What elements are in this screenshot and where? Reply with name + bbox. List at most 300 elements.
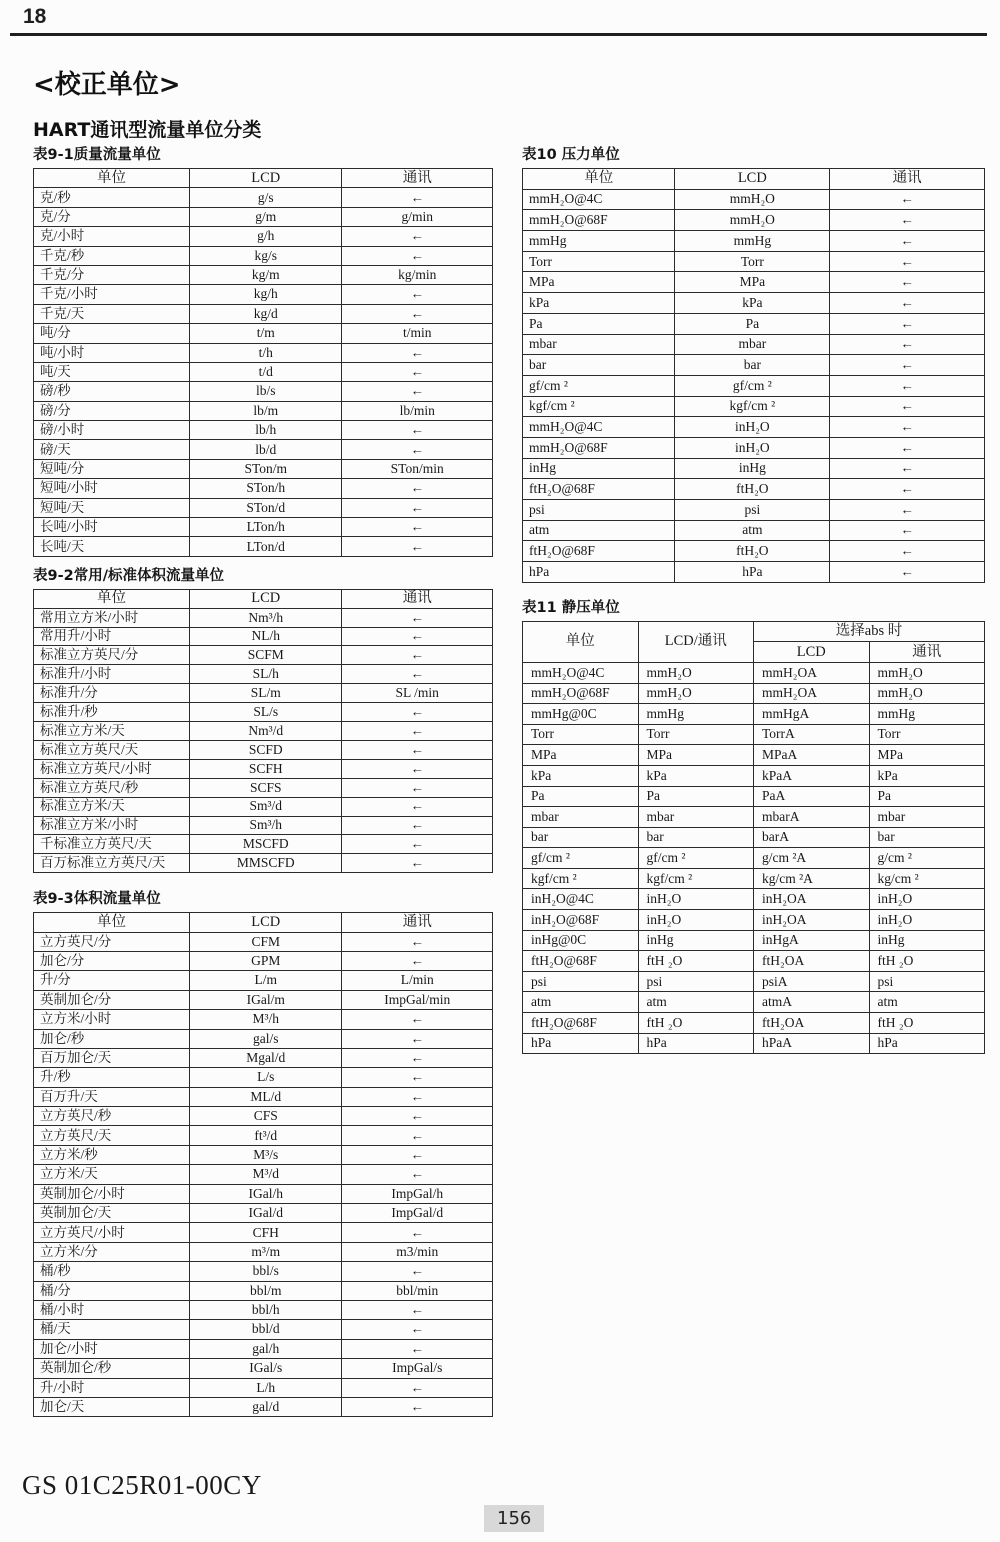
table-title-volume-flow: 表9-3体积流量单位	[33, 891, 161, 908]
bottom-page-number: 156	[484, 1505, 544, 1532]
unit-cell: ftH₂O@68F	[523, 951, 639, 972]
unit-cell: 千克/天	[34, 304, 190, 323]
value-cell: gal/s	[190, 1029, 342, 1048]
value-cell: ←	[342, 816, 493, 835]
value-cell: ←	[342, 227, 493, 246]
table-row	[523, 396, 985, 417]
value-cell: t/m	[190, 324, 342, 343]
unit-cell: 英制加仑/秒	[34, 1359, 190, 1378]
unit-cell: 标准立方米/天	[34, 797, 190, 816]
value-cell: ftH₂O	[675, 479, 830, 500]
unit-cell: mmHg	[523, 231, 675, 252]
unit-cell: mmH₂O@68F	[523, 437, 675, 458]
unit-cell: MPa	[523, 745, 639, 766]
table-row	[34, 703, 493, 722]
unit-cell: 标准升/分	[34, 684, 190, 703]
table-header	[523, 621, 985, 662]
table-row	[34, 1262, 493, 1281]
table-row	[34, 971, 493, 990]
unit-cell: 百万标准立方英尺/天	[34, 854, 190, 873]
value-cell: TorrA	[754, 724, 870, 745]
unit-cell: 磅/天	[34, 440, 190, 459]
unit-cell: 短吨/小时	[34, 479, 190, 498]
value-cell: ←	[342, 608, 493, 627]
table-row	[523, 662, 985, 683]
value-cell: ftH₂OA	[754, 1013, 870, 1034]
table-row	[523, 417, 985, 438]
table-row	[34, 1029, 493, 1048]
table-row	[34, 1223, 493, 1242]
table-row	[523, 272, 985, 293]
unit-cell: hPa	[523, 1033, 639, 1054]
value-cell: ft³/d	[190, 1126, 342, 1145]
unit-cell: 立方英尺/分	[34, 932, 190, 951]
value-cell: ←	[830, 293, 985, 314]
table-row	[34, 537, 493, 556]
column-header-unit: 单位	[523, 169, 675, 190]
value-cell: MPa	[869, 745, 985, 766]
value-cell: ←	[342, 1165, 493, 1184]
table-row	[523, 704, 985, 725]
value-cell: ←	[342, 382, 493, 401]
value-cell: ←	[830, 500, 985, 521]
table-row	[523, 971, 985, 992]
value-cell: PaA	[754, 786, 870, 807]
value-cell: mmH₂O	[638, 683, 754, 704]
value-cell: t/min	[342, 324, 493, 343]
table-row	[523, 889, 985, 910]
mass-flow-table	[33, 168, 493, 557]
value-cell: kg/cm ²A	[754, 868, 870, 889]
table-row	[523, 930, 985, 951]
table-row	[34, 1145, 493, 1164]
column-header-lcd: LCD	[190, 589, 342, 608]
table-row	[523, 375, 985, 396]
unit-cell: bar	[523, 827, 639, 848]
value-cell: mbar	[869, 807, 985, 828]
unit-cell: 长吨/小时	[34, 518, 190, 537]
value-cell: mmHg	[869, 704, 985, 725]
unit-cell: 加仑/分	[34, 951, 190, 970]
value-cell: M³/s	[190, 1145, 342, 1164]
value-cell: ftH ₂O	[638, 951, 754, 972]
unit-cell: 短吨/分	[34, 459, 190, 478]
value-cell: ←	[342, 1397, 493, 1416]
table-row	[34, 646, 493, 665]
unit-cell: 标准立方米/天	[34, 722, 190, 741]
table-row	[523, 437, 985, 458]
value-cell: SCFS	[190, 778, 342, 797]
value-cell: MPa	[638, 745, 754, 766]
unit-cell: mmH₂O@68F	[523, 683, 639, 704]
value-cell: CFH	[190, 1223, 342, 1242]
table-row	[34, 816, 493, 835]
value-cell: ←	[342, 759, 493, 778]
value-cell: g/cm ²	[869, 848, 985, 869]
column-header-comm: 通讯	[830, 169, 985, 190]
table-row	[34, 498, 493, 517]
value-cell: ←	[830, 210, 985, 231]
value-cell: ←	[342, 665, 493, 684]
value-cell: mmH₂O	[675, 189, 830, 210]
unit-cell: 常用立方米/小时	[34, 608, 190, 627]
value-cell: GPM	[190, 951, 342, 970]
table-row	[34, 1397, 493, 1416]
unit-cell: 立方英尺/秒	[34, 1107, 190, 1126]
value-cell: kPa	[638, 765, 754, 786]
value-cell: ←	[342, 1320, 493, 1339]
value-cell: inHg	[675, 458, 830, 479]
value-cell: Sm³/h	[190, 816, 342, 835]
table-row	[523, 827, 985, 848]
value-cell: ←	[342, 778, 493, 797]
value-cell: ←	[342, 1378, 493, 1397]
value-cell: psi	[675, 500, 830, 521]
value-cell: g/min	[342, 207, 493, 226]
unit-cell: mbar	[523, 807, 639, 828]
table-row	[523, 313, 985, 334]
value-cell: Sm³/d	[190, 797, 342, 816]
volume-flow-table	[33, 912, 493, 1417]
value-cell: kg/m	[190, 265, 342, 284]
unit-cell: 英制加仑/天	[34, 1204, 190, 1223]
table-row	[34, 382, 493, 401]
value-cell: CFS	[190, 1107, 342, 1126]
value-cell: psi	[638, 971, 754, 992]
value-cell: atm	[675, 520, 830, 541]
table-row	[523, 458, 985, 479]
unit-cell: mmH₂O@4C	[523, 417, 675, 438]
value-cell: inHgA	[754, 930, 870, 951]
unit-cell: 立方米/天	[34, 1165, 190, 1184]
unit-cell: gf/cm ²	[523, 848, 639, 869]
table-row	[34, 227, 493, 246]
value-cell: IGal/m	[190, 990, 342, 1009]
value-cell: ←	[342, 1223, 493, 1242]
value-cell: psiA	[754, 971, 870, 992]
unit-cell: 加仑/天	[34, 1397, 190, 1416]
column-header-unit: 单位	[34, 169, 190, 188]
value-cell: ←	[830, 396, 985, 417]
table-header	[34, 589, 493, 608]
value-cell: mmH₂O	[869, 683, 985, 704]
table-row	[34, 1010, 493, 1029]
table-row	[34, 1048, 493, 1067]
value-cell: ←	[830, 417, 985, 438]
table-row	[523, 334, 985, 355]
column-header-abs-select: 选择abs 时	[754, 621, 985, 642]
value-cell: ←	[830, 541, 985, 562]
table-row	[34, 343, 493, 362]
table-row	[34, 421, 493, 440]
value-cell: ←	[342, 740, 493, 759]
document-code: GS 01C25R01-00CY	[22, 1470, 262, 1500]
value-cell: Torr	[869, 724, 985, 745]
value-cell: ImpGal/h	[342, 1184, 493, 1203]
right-column	[522, 146, 985, 1054]
table-row	[34, 1359, 493, 1378]
unit-cell: 标准立方英尺/小时	[34, 759, 190, 778]
table-row	[34, 990, 493, 1009]
value-cell: ←	[830, 272, 985, 293]
value-cell: SL /min	[342, 684, 493, 703]
value-cell: ←	[830, 437, 985, 458]
unit-cell: 千克/分	[34, 265, 190, 284]
table-row	[34, 246, 493, 265]
unit-cell: atm	[523, 520, 675, 541]
unit-cell: 立方米/分	[34, 1242, 190, 1261]
table-row	[34, 778, 493, 797]
value-cell: ImpGal/min	[342, 990, 493, 1009]
value-cell: mbar	[638, 807, 754, 828]
table-row	[523, 910, 985, 931]
value-cell: STon/h	[190, 479, 342, 498]
value-cell: inH₂O	[675, 417, 830, 438]
table-row	[34, 1378, 493, 1397]
value-cell: inH₂O	[638, 889, 754, 910]
table-row	[34, 1204, 493, 1223]
value-cell: g/cm ²A	[754, 848, 870, 869]
value-cell: kPa	[675, 293, 830, 314]
value-cell: ←	[342, 1029, 493, 1048]
value-cell: ←	[342, 1339, 493, 1358]
value-cell: gf/cm ²	[638, 848, 754, 869]
column-header-comm: 通讯	[342, 913, 493, 932]
value-cell: ←	[342, 1087, 493, 1106]
value-cell: ftH₂O	[675, 541, 830, 562]
value-cell: ftH ₂O	[869, 1013, 985, 1034]
value-cell: mmHg	[675, 231, 830, 252]
column-header-unit: 单位	[523, 621, 639, 662]
column-header-abs-lcd: LCD	[754, 642, 870, 663]
value-cell: mbarA	[754, 807, 870, 828]
table-row	[34, 951, 493, 970]
value-cell: lb/s	[190, 382, 342, 401]
value-cell: L/min	[342, 971, 493, 990]
table-row	[523, 251, 985, 272]
value-cell: Pa	[675, 313, 830, 334]
unit-cell: hPa	[523, 562, 675, 583]
unit-cell: 千克/秒	[34, 246, 190, 265]
unit-cell: 桶/天	[34, 1320, 190, 1339]
value-cell: ←	[342, 1300, 493, 1319]
column-header-lcd-comm: LCD/通讯	[638, 621, 754, 662]
value-cell: ←	[830, 562, 985, 583]
value-cell: ←	[342, 1145, 493, 1164]
table-row	[523, 541, 985, 562]
value-cell: hPa	[638, 1033, 754, 1054]
unit-cell: 磅/分	[34, 401, 190, 420]
value-cell: ←	[342, 627, 493, 646]
column-header-abs-comm: 通讯	[869, 642, 985, 663]
unit-cell: inHg	[523, 458, 675, 479]
table-row	[523, 520, 985, 541]
table-row	[34, 1107, 493, 1126]
value-cell: ←	[830, 520, 985, 541]
table-row	[34, 665, 493, 684]
unit-cell: mbar	[523, 334, 675, 355]
header-rule	[10, 33, 987, 36]
value-cell: g/s	[190, 188, 342, 207]
unit-cell: psi	[523, 971, 639, 992]
unit-cell: 立方英尺/小时	[34, 1223, 190, 1242]
unit-cell: 桶/秒	[34, 1262, 190, 1281]
table-row	[34, 740, 493, 759]
unit-cell: 吨/小时	[34, 343, 190, 362]
value-cell: ←	[342, 932, 493, 951]
value-cell: Nm³/h	[190, 608, 342, 627]
unit-cell: Torr	[523, 251, 675, 272]
value-cell: ←	[342, 835, 493, 854]
table-row	[34, 854, 493, 873]
column-header-lcd: LCD	[190, 169, 342, 188]
value-cell: atm	[869, 992, 985, 1013]
value-cell: CFM	[190, 932, 342, 951]
value-cell: ←	[342, 343, 493, 362]
unit-cell: kPa	[523, 293, 675, 314]
value-cell: ImpGal/s	[342, 1359, 493, 1378]
value-cell: lb/d	[190, 440, 342, 459]
value-cell: ftH ₂O	[869, 951, 985, 972]
table-row	[34, 401, 493, 420]
value-cell: mmH₂O	[675, 210, 830, 231]
value-cell: kg/h	[190, 285, 342, 304]
value-cell: MMSCFD	[190, 854, 342, 873]
value-cell: ←	[830, 375, 985, 396]
table-row	[523, 786, 985, 807]
unit-cell: mmHg@0C	[523, 704, 639, 725]
table-title-static-pressure: 表11 静压单位	[522, 599, 620, 616]
value-cell: mmHg	[638, 704, 754, 725]
table-row	[34, 362, 493, 381]
table-row	[34, 797, 493, 816]
unit-cell: 磅/小时	[34, 421, 190, 440]
value-cell: ←	[342, 304, 493, 323]
unit-cell: 加仑/小时	[34, 1339, 190, 1358]
table-row	[34, 265, 493, 284]
table-row	[34, 932, 493, 951]
table-header	[523, 169, 985, 190]
table-row	[34, 1126, 493, 1145]
value-cell: MPa	[675, 272, 830, 293]
value-cell: bar	[675, 355, 830, 376]
value-cell: ←	[830, 479, 985, 500]
value-cell: ←	[342, 479, 493, 498]
table-row	[523, 848, 985, 869]
table-row	[34, 1184, 493, 1203]
unit-cell: gf/cm ²	[523, 375, 675, 396]
value-cell: STon/m	[190, 459, 342, 478]
unit-cell: 英制加仑/小时	[34, 1184, 190, 1203]
table-row	[34, 608, 493, 627]
value-cell: SL/h	[190, 665, 342, 684]
section-title: HART通讯型流量单位分类	[33, 119, 262, 141]
value-cell: ←	[342, 285, 493, 304]
value-cell: SCFH	[190, 759, 342, 778]
unit-cell: 升/秒	[34, 1068, 190, 1087]
unit-cell: 升/小时	[34, 1378, 190, 1397]
value-cell: STon/d	[190, 498, 342, 517]
unit-cell: 加仑/秒	[34, 1029, 190, 1048]
value-cell: Pa	[638, 786, 754, 807]
table-row	[34, 1320, 493, 1339]
unit-cell: 百万升/天	[34, 1087, 190, 1106]
value-cell: kg/cm ²	[869, 868, 985, 889]
value-cell: STon/min	[342, 459, 493, 478]
value-cell: IGal/d	[190, 1204, 342, 1223]
static-pressure-table	[522, 621, 985, 1054]
value-cell: ←	[342, 537, 493, 556]
unit-cell: 标准升/小时	[34, 665, 190, 684]
column-header-comm: 通讯	[342, 589, 493, 608]
unit-cell: ftH₂O@68F	[523, 541, 675, 562]
value-cell: ←	[342, 1048, 493, 1067]
value-cell: ftH₂OA	[754, 951, 870, 972]
unit-cell: 标准立方英尺/天	[34, 740, 190, 759]
value-cell: M³/d	[190, 1165, 342, 1184]
value-cell: hPa	[869, 1033, 985, 1054]
table-row	[34, 188, 493, 207]
table-row	[34, 627, 493, 646]
value-cell: kg/min	[342, 265, 493, 284]
value-cell: ←	[342, 1107, 493, 1126]
value-cell: L/s	[190, 1068, 342, 1087]
value-cell: barA	[754, 827, 870, 848]
value-cell: L/m	[190, 971, 342, 990]
value-cell: bar	[869, 827, 985, 848]
value-cell: inH₂O	[638, 910, 754, 931]
value-cell: inH₂O	[675, 437, 830, 458]
unit-cell: 升/分	[34, 971, 190, 990]
table-row	[34, 440, 493, 459]
value-cell: gal/d	[190, 1397, 342, 1416]
value-cell: ImpGal/d	[342, 1204, 493, 1223]
value-cell: ←	[342, 440, 493, 459]
unit-cell: 立方英尺/天	[34, 1126, 190, 1145]
value-cell: ←	[342, 246, 493, 265]
table-row	[523, 724, 985, 745]
value-cell: t/d	[190, 362, 342, 381]
value-cell: hPaA	[754, 1033, 870, 1054]
unit-cell: 标准立方米/小时	[34, 816, 190, 835]
value-cell: mmH₂OA	[754, 683, 870, 704]
table-row	[523, 807, 985, 828]
table-row	[523, 951, 985, 972]
normal-std-volume-flow-table	[33, 589, 493, 873]
value-cell: kPaA	[754, 765, 870, 786]
unit-cell: ftH₂O@68F	[523, 1013, 639, 1034]
table-row	[523, 562, 985, 583]
unit-cell: mmH₂O@4C	[523, 662, 639, 683]
value-cell: bbl/s	[190, 1262, 342, 1281]
value-cell: ←	[342, 854, 493, 873]
value-cell: LTon/h	[190, 518, 342, 537]
unit-cell: inH₂O@68F	[523, 910, 639, 931]
table-row	[523, 1013, 985, 1034]
table-header	[34, 913, 493, 932]
table-row	[523, 745, 985, 766]
table-row	[523, 231, 985, 252]
value-cell: ←	[830, 355, 985, 376]
value-cell: hPa	[675, 562, 830, 583]
unit-cell: 桶/小时	[34, 1300, 190, 1319]
table-row	[34, 1281, 493, 1300]
unit-cell: 标准升/秒	[34, 703, 190, 722]
unit-cell: psi	[523, 500, 675, 521]
unit-cell: mmH₂O@4C	[523, 189, 675, 210]
unit-cell: ftH₂O@68F	[523, 479, 675, 500]
table-row	[34, 1242, 493, 1261]
